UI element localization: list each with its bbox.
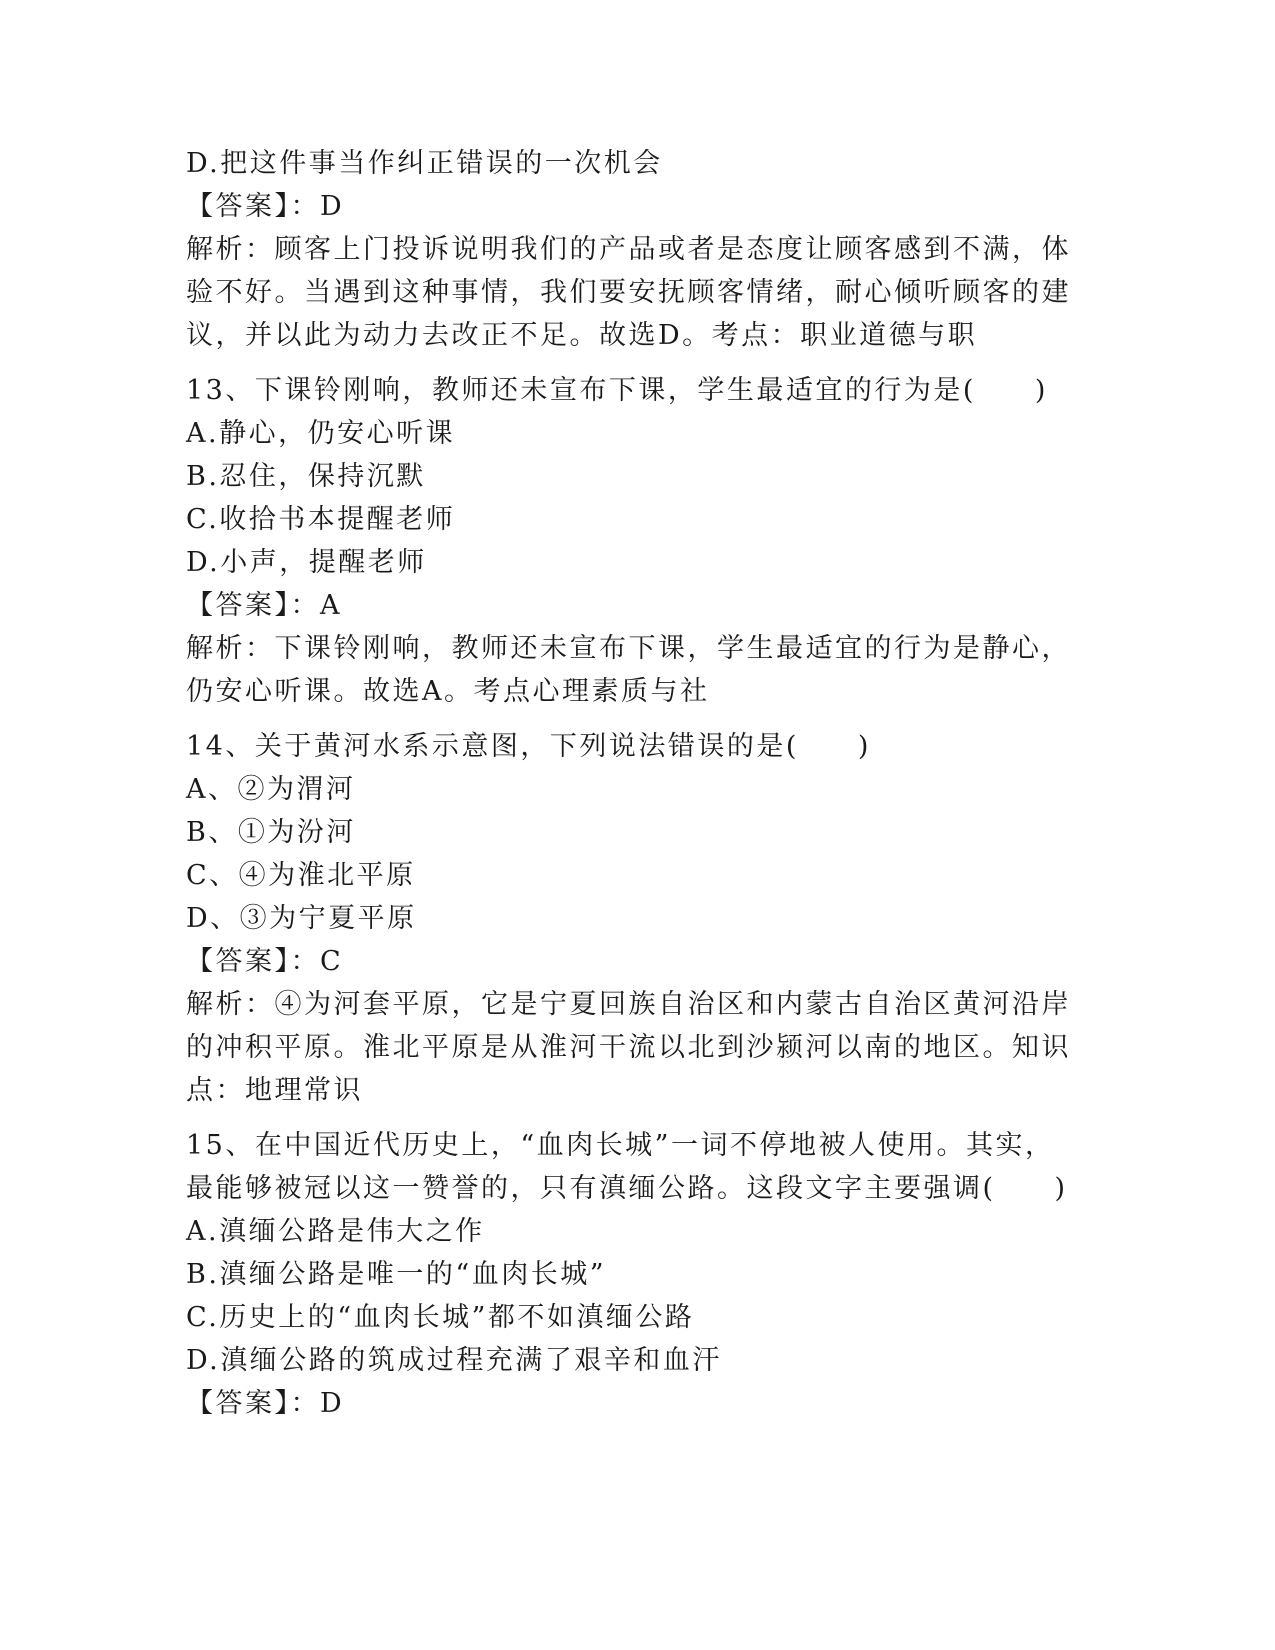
analysis-line: 议，并以此为动力去改正不足。故选D。考点：职业道德与职	[186, 320, 978, 351]
answer-line: 【答案】：C	[186, 946, 344, 977]
option-c: C.收拾书本提醒老师	[186, 504, 456, 535]
question-13	[186, 369, 1071, 713]
option-c: C.历史上的“血肉长城”都不如滇缅公路	[186, 1302, 695, 1333]
analysis-line: 解析：下课铃刚响，教师还未宣布下课，学生最适宜的行为是静心，	[186, 633, 1071, 664]
analysis-line: 点：地理常识	[186, 1075, 363, 1106]
question-14	[186, 725, 1071, 1112]
answer-line: 【答案】：A	[186, 590, 342, 621]
option-d: D.滇缅公路的筑成过程充满了艰辛和血汗	[186, 1345, 722, 1376]
analysis-line: 仍安心听课。故选A。考点心理素质与社	[186, 676, 710, 707]
option-a: A.静心，仍安心听课	[186, 418, 456, 449]
question-text: 13、下课铃刚响，教师还未宣布下课，学生最适宜的行为是( )	[186, 375, 1048, 406]
analysis-line: 验不好。当遇到这种事情，我们要安抚顾客情绪，耐心倾听顾客的建	[186, 277, 1071, 308]
option-d: D.小声，提醒老师	[186, 547, 427, 578]
question-text: 最能够被冠以这一赞誉的，只有滇缅公路。这段文字主要强调( )	[186, 1173, 1068, 1204]
option-d: D.把这件事当作纠正错误的一次机会	[186, 148, 663, 179]
option-b: B.滇缅公路是唯一的“血肉长城”	[186, 1259, 607, 1290]
option-a: A、②为渭河	[186, 774, 356, 805]
paragraph-gap	[186, 713, 1046, 725]
option-d: D、③为宁夏平原	[186, 903, 417, 934]
question-12-tail	[186, 142, 1071, 357]
option-c: C、④为淮北平原	[186, 860, 416, 891]
option-a: A.滇缅公路是伟大之作	[186, 1216, 485, 1247]
answer-line: 【答案】：D	[186, 1388, 345, 1419]
document-page	[186, 142, 1071, 1425]
question-text: 14、关于黄河水系示意图，下列说法错误的是( )	[186, 731, 871, 762]
analysis-line: 的冲积平原。淮北平原是从淮河干流以北到沙颍河以南的地区。知识	[186, 1032, 1071, 1063]
paragraph-gap	[186, 1112, 1046, 1124]
question-text: 15、在中国近代历史上，“血肉长城”一词不停地被人使用。其实，	[186, 1130, 1055, 1161]
option-b: B.忍住，保持沉默	[186, 461, 426, 492]
analysis-line: 解析：④为河套平原，它是宁夏回族自治区和内蒙古自治区黄河沿岸	[186, 989, 1071, 1020]
analysis-line: 解析：顾客上门投诉说明我们的产品或者是态度让顾客感到不满，体	[186, 234, 1071, 265]
question-15	[186, 1124, 1068, 1425]
paragraph-gap	[186, 357, 1046, 369]
answer-line: 【答案】：D	[186, 191, 345, 222]
option-b: B、①为汾河	[186, 817, 356, 848]
